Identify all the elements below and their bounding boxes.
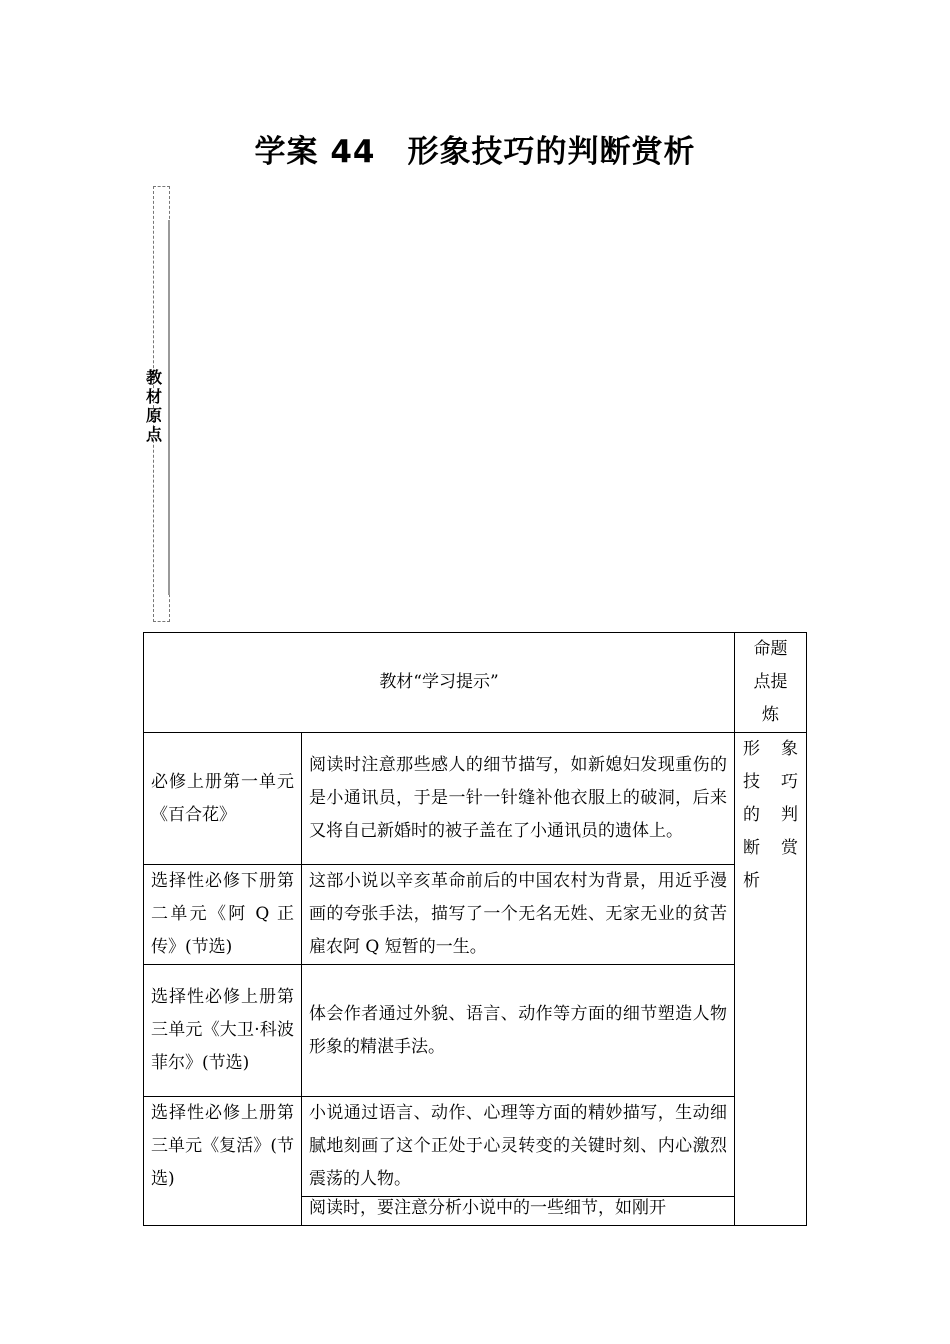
row-tip: 这部小说以辛亥革命前后的中国农村为背景，用近乎漫画的夸张手法，描写了一个无名无姓、无家无业的贫苦雇农阿 Q 短暂的一生。 xyxy=(302,865,735,965)
row-source: 必修上册第一单元《百合花》 xyxy=(144,733,302,865)
point-char: 断 xyxy=(743,838,761,858)
row-source: 选择性必修下册第二单元《阿 Q 正传》(节选) xyxy=(144,865,302,965)
point-char: 技 xyxy=(743,772,761,792)
point-char: 象 xyxy=(781,739,799,759)
row-tip: 体会作者通过外貌、语言、动作等方面的细节塑造人物形象的精湛手法。 xyxy=(302,965,735,1097)
row-source: 选择性必修上册第三单元《大卫·科波菲尔》(节选) xyxy=(144,965,302,1097)
side-label-material-origin xyxy=(142,368,166,444)
proposition-point-cell xyxy=(735,733,807,1226)
row-source: 选择性必修上册第三单元《复活》(节选) xyxy=(144,1097,302,1226)
header-proposition-point xyxy=(735,633,807,733)
point-char: 赏 xyxy=(781,838,799,858)
row-tip-trailing-text: 阅读时，要注意分析小说中的一些细节，如刚开 xyxy=(309,1198,666,1218)
table-row xyxy=(144,965,807,1097)
row-tip-trailing xyxy=(302,1197,735,1226)
point-char: 析 xyxy=(743,871,761,891)
side-label-char: 原 xyxy=(145,406,162,425)
point-char: 形 xyxy=(743,739,761,759)
header-proposition-line: 点提 xyxy=(753,672,788,692)
table-row xyxy=(144,733,807,865)
side-label-char: 材 xyxy=(145,387,162,406)
side-label-char: 教 xyxy=(145,368,162,387)
table-header-row xyxy=(144,633,807,733)
study-tips-table xyxy=(143,632,807,1226)
side-divider-line xyxy=(168,220,170,595)
header-proposition-line: 炼 xyxy=(762,705,780,725)
proposition-point-text xyxy=(735,733,806,898)
point-char: 的 xyxy=(743,805,761,825)
row-tip: 小说通过语言、动作、心理等方面的精妙描写，生动细腻地刻画了这个正处于心灵转变的关键时刻、内心激烈震荡的人物。 xyxy=(302,1097,735,1197)
side-label-char: 点 xyxy=(145,425,162,444)
page-title: 学案 44 形象技巧的判断赏析 xyxy=(254,134,696,170)
row-tip: 阅读时注意那些感人的细节描写，如新媳妇发现重伤的是小通讯员，于是一针一针缝补他衣服上的破洞，后来又将自己新婚时的被子盖在了小通讯员的遗体上。 xyxy=(302,733,735,865)
header-proposition-line: 命题 xyxy=(753,639,788,659)
table-row xyxy=(144,865,807,965)
header-study-tips: 教材“学习提示” xyxy=(144,633,735,733)
point-char: 判 xyxy=(781,805,799,825)
point-char: 巧 xyxy=(781,772,799,792)
table-row xyxy=(144,1097,807,1197)
